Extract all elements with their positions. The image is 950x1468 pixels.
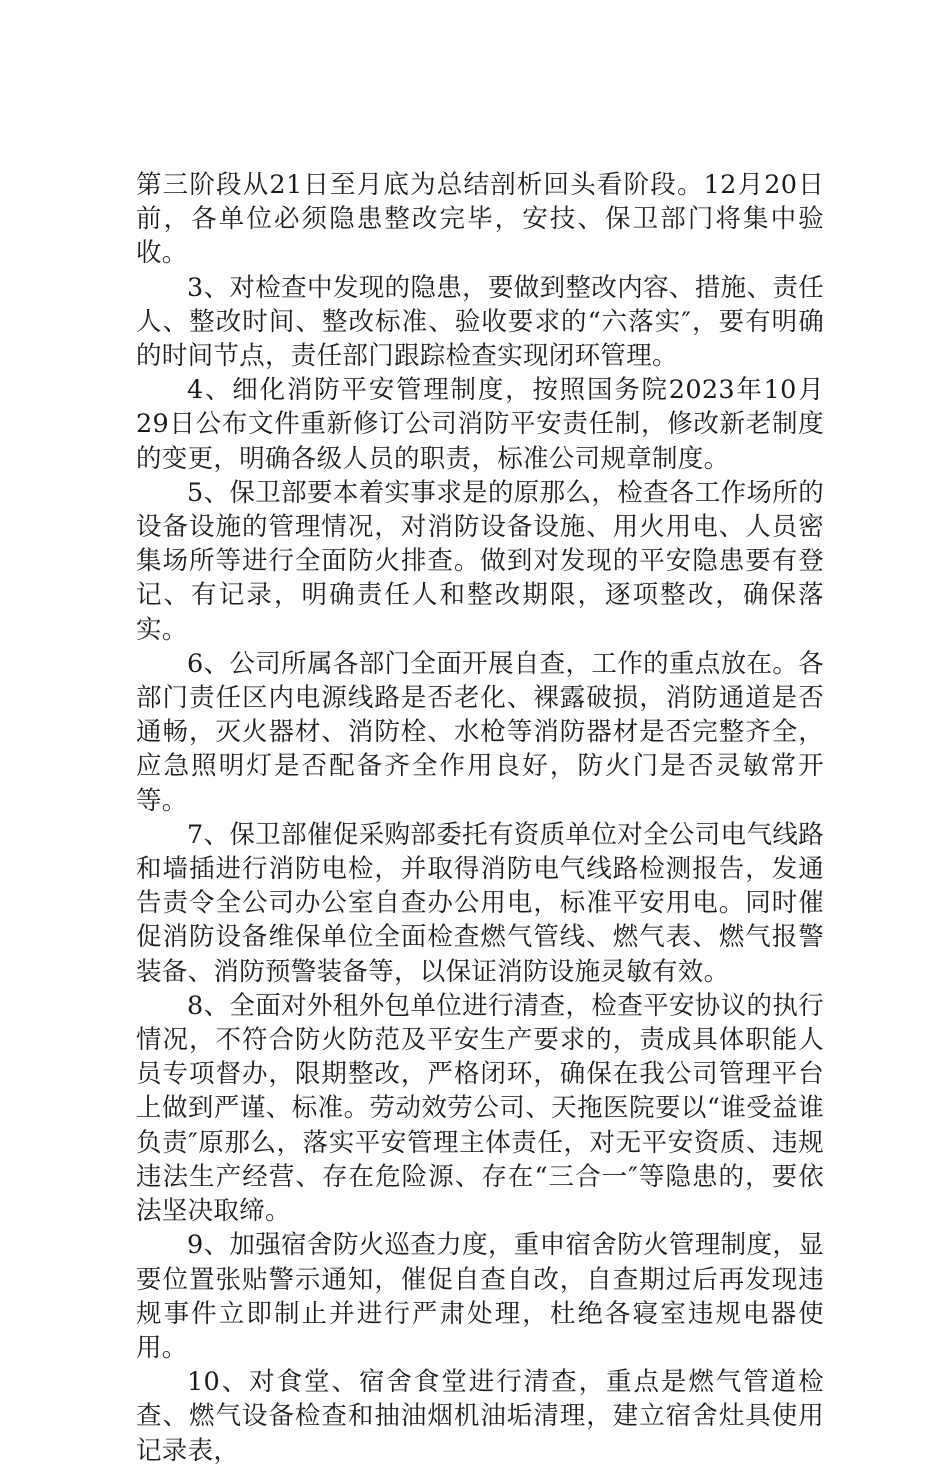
paragraph-item-9: 9、加强宿舍防火巡查力度，重申宿舍防火管理制度，显要位置张贴警示通知，催促自查自改，自查期过后再发现违规事件立即制止并进行严肃处理，杜绝各寝室违规电器使用。 — [136, 1230, 824, 1363]
paragraph-stage-three: 第三阶段从21日至月底为总结剖析回头看阶段。12月20日前，各单位必须隐患整改完毕，安技、保卫部门将集中验收。 — [136, 170, 824, 269]
paragraph-item-5: 5、保卫部要本着实事求是的原那么，检查各工作场所的设备设施的管理情况，对消防设备设施、用火用电、人员密集场所等进行全面防火排查。做到对发现的平安隐患要有登记、有记录，明确责任人和整改期限，逐项整改，确保落实。 — [136, 477, 824, 645]
paragraph-item-8: 8、全面对外租外包单位进行清查，检查平安协议的执行情况，不符合防火防范及平安生产要求的，责成具体职能人员专项督办，限期整改，严格闭环，确保在我公司管理平台上做到严谨、标准。劳动效劳公司、天拖医院要以“谁受益谁负责″原那么，落实平安管理主体责任，对无平安资质、违规违法生产经营、存在危险源、存在“三合一″等隐患的，要依法坚决取缔。 — [136, 990, 824, 1227]
paragraph-item-3: 3、对检查中发现的隐患，要做到整改内容、措施、责任人、整改时间、整改标准、验收要求的“六落实″，要有明确的时间节点，责任部门跟踪检查实现闭环管理。 — [136, 272, 824, 372]
paragraph-item-7: 7、保卫部催促采购部委托有资质单位对全公司电气线路和墙插进行消防电检，并取得消防电气线路检测报告，发通告责令全公司办公室自查办公用电，标准平安用电。同时催促消防设备维保单位全面检查燃气管线、燃气表、燃气报警装备、消防预警装备等，以保证消防设施灵敏有效。 — [136, 819, 824, 987]
document-body — [136, 168, 824, 1468]
paragraph-item-4: 4、细化消防平安管理制度，按照国务院2023年10月29日公布文件重新修订公司消防平安责任制，修改新老制度的变更，明确各级人员的职责，标准公司规章制度。 — [136, 375, 824, 474]
paragraph-item-6: 6、公司所属各部门全面开展自查，工作的重点放在。各部门责任区内电源线路是否老化、裸露破损，消防通道是否通畅，灭火器材、消防栓、水枪等消防器材是否完整齐全，应急照明灯是否配备齐全作用良好，防火门是否灵敏常开等。 — [136, 648, 824, 816]
paragraph-item-10: 10、对食堂、宿舍食堂进行清查，重点是燃气管道检查、燃气设备检查和抽油烟机油垢清理，建立宿舍灶具使用记录表， — [136, 1367, 824, 1466]
